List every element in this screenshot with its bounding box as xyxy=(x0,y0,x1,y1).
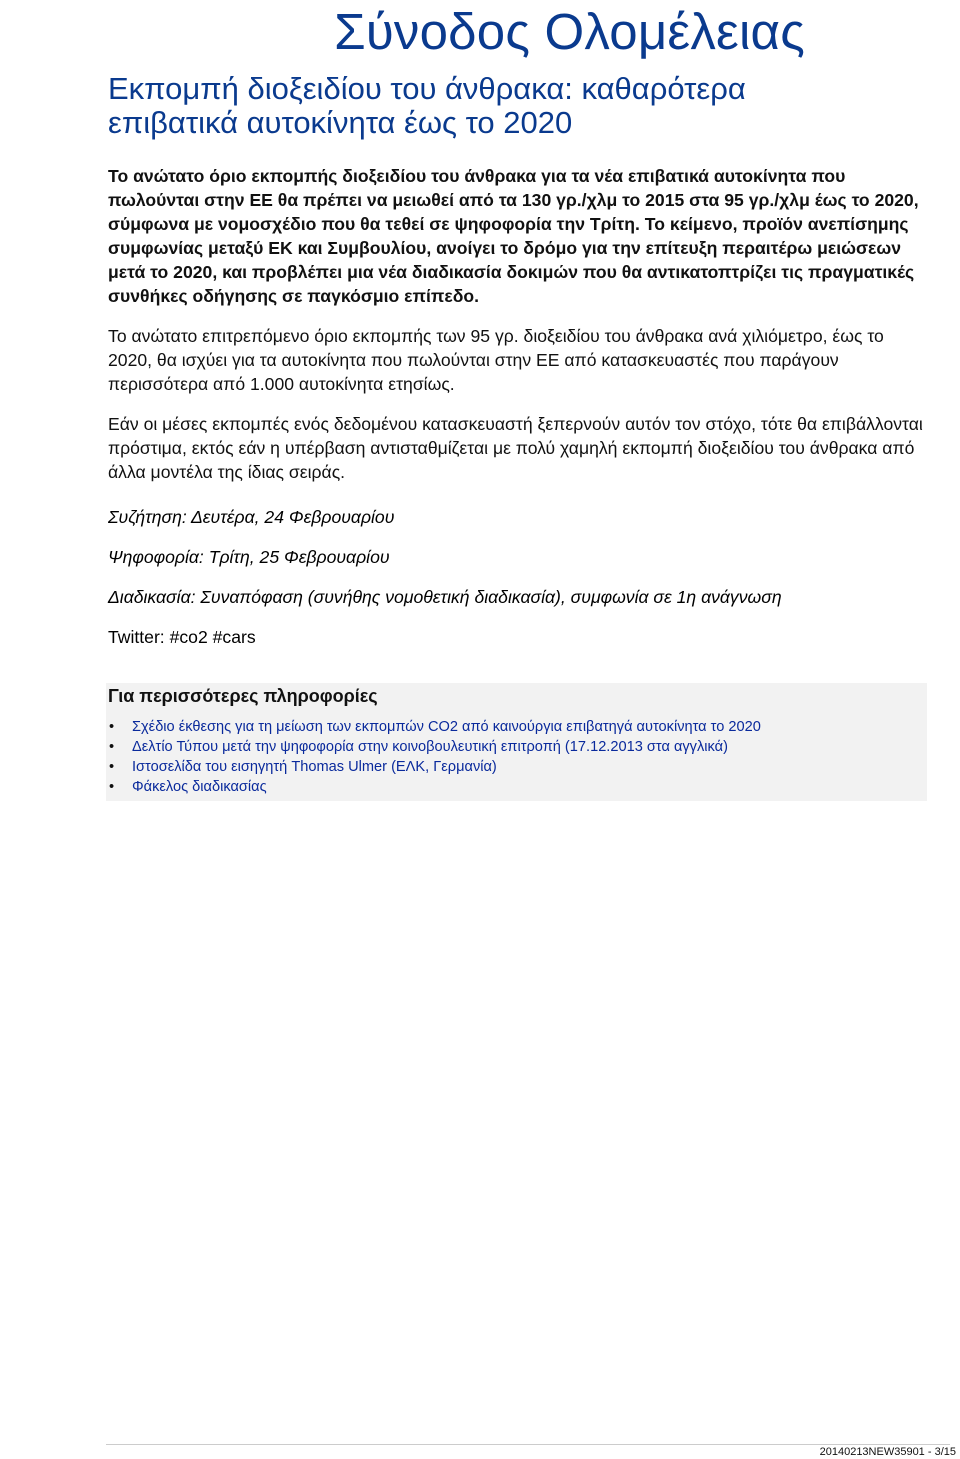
bullet-icon: • xyxy=(109,719,115,735)
page-header-title: Σύνοδος Ολομέλειας xyxy=(334,3,805,60)
article-title-line-2: επιβατικά αυτοκίνητα έως το 2020 xyxy=(108,105,573,140)
vote-date: Ψηφοφορία: Τρίτη, 25 Φεβρουαρίου xyxy=(108,547,390,567)
link-press-release[interactable]: Δελτίο Τύπου μετά την ψηφοφορία στην κοινοβουλευτική επιτροπή (17.12.2013 στα αγγλικά) xyxy=(132,739,728,755)
footer-divider xyxy=(106,1444,950,1445)
article xyxy=(108,72,928,648)
article-title xyxy=(108,72,928,140)
article-title-line-1: Εκπομπή διοξειδίου του άνθρακα: καθαρότερα xyxy=(108,71,746,106)
list-item xyxy=(106,737,927,757)
body-paragraph-2: Εάν οι μέσες εκπομπές ενός δεδομένου κατασκευαστή ξεπερνούν αυτόν τον στόχο, τότε θα επιβάλλονται πρόστιμα, εκτός εάν η υπέρβαση αντισταθμίζεται με πολύ χαμηλή εκπομπή διοξειδίου του άνθρακα από άλλα μοντέλα της ίδιας σειράς. xyxy=(108,414,923,482)
lead-paragraph: Το ανώτατο όριο εκπομπής διοξειδίου του άνθρακα για τα νέα επιβατικά αυτοκίνητα που πωλούνται στην ΕΕ θα πρέπει να μειωθεί από τα 130 γρ./χλμ το 2015 στα 95 γρ./χλμ έως το 2020, σύμφωνα με νομοσχέδιο που θα τεθεί σε ψηφοφορία την Τρίτη. Το κείμενο, προϊόν ανεπίσημης συμφωνίας μεταξύ ΕΚ και Συμβουλίου, ανοίγει το δρόμο για την επίτευξη περαιτέρω μειώσεων μετά το 2020, και προβλέπει μια νέα διαδικασία δοκιμών που θα αντικατοπτρίζει τις πραγματικές συνθήκες οδήγησης σε παγκόσμιο επίπεδο. xyxy=(108,166,919,306)
bullet-icon: • xyxy=(109,739,115,755)
list-item xyxy=(106,757,927,777)
footer-document-id: 20140213NEW35901 - 3/15 xyxy=(819,1446,956,1458)
bullet-icon: • xyxy=(109,779,115,795)
link-rapporteur-page[interactable]: Ιστοσελίδα του εισηγητή Thomas Ulmer (ΕΛΚ, Γερμανία) xyxy=(132,759,497,775)
body-paragraph-1: Το ανώτατο επιτρεπόμενο όριο εκπομπής των 95 γρ. διοξειδίου του άνθρακα ανά χιλιόμετρο, έως το 2020, θα ισχύει για τα αυτοκίνητα που πωλούνται στην ΕΕ από κατασκευαστές που παράγουν περισσότερα από 1.000 αυτοκίνητα ετησίως. xyxy=(108,326,884,394)
link-procedure-file[interactable]: Φάκελος διαδικασίας xyxy=(132,779,267,795)
more-info-title: Για περισσότερες πληροφορίες xyxy=(108,686,378,706)
list-item xyxy=(106,777,927,797)
more-info-box xyxy=(106,683,927,801)
list-item xyxy=(106,717,927,737)
twitter-hashtags: Twitter: #co2 #cars xyxy=(108,627,256,647)
link-draft-report[interactable]: Σχέδιο έκθεσης για τη μείωση των εκπομπών CO2 από καινούργια επιβατηγά αυτοκίνητα το 2020 xyxy=(132,719,761,735)
more-info-links xyxy=(106,717,927,797)
debate-date: Συζήτηση: Δευτέρα, 24 Φεβρουαρίου xyxy=(108,507,395,527)
bullet-icon: • xyxy=(109,759,115,775)
procedure-info: Διαδικασία: Συναπόφαση (συνήθης νομοθετική διαδικασία), συμφωνία σε 1η ανάγνωση xyxy=(108,587,782,607)
